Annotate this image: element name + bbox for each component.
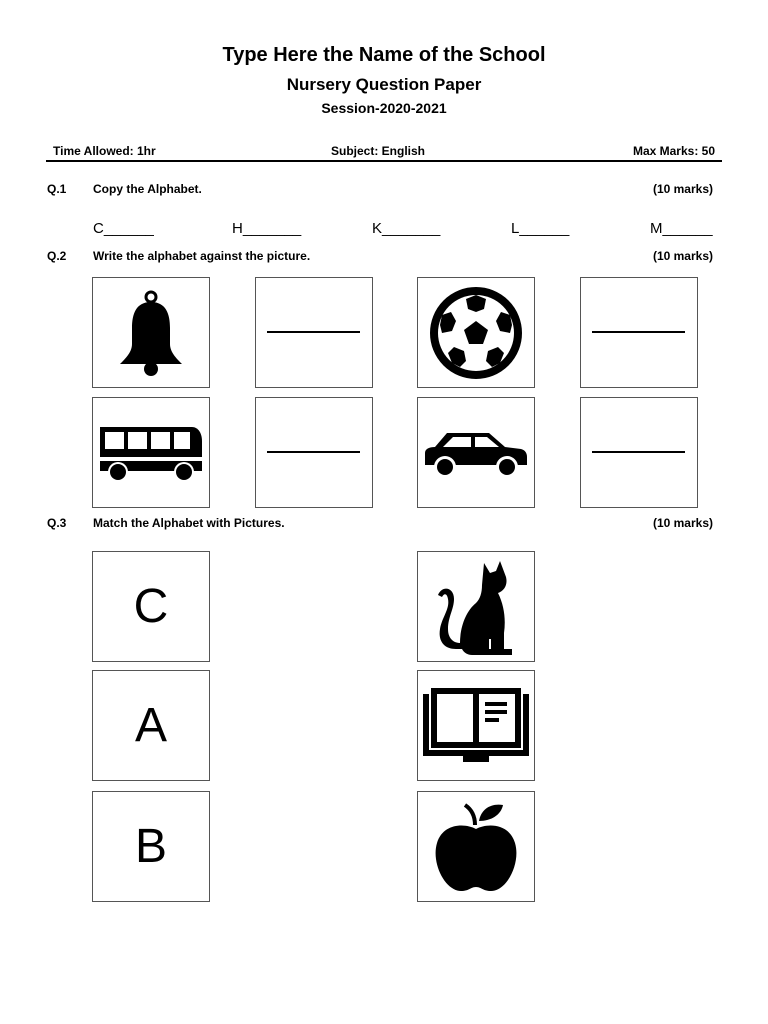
football-icon	[428, 285, 524, 381]
q3-text: Match the Alphabet with Pictures.	[93, 516, 285, 530]
book-picture-box[interactable]	[417, 670, 535, 781]
football-picture-box	[417, 277, 535, 388]
q1-blank-k[interactable]: K_______	[372, 220, 441, 237]
q1-blank-c[interactable]: C______	[93, 220, 154, 237]
q1-text: Copy the Alphabet.	[93, 182, 202, 196]
book-icon	[421, 686, 531, 766]
answer-line	[267, 451, 360, 453]
q3-marks: (10 marks)	[652, 516, 713, 530]
answer-box-4[interactable]	[580, 397, 698, 508]
answer-line	[592, 451, 685, 453]
bus-icon	[96, 423, 206, 483]
letter-box-c[interactable]	[92, 551, 210, 662]
bus-picture-box	[92, 397, 210, 508]
paper-title: Nursery Question Paper	[286, 75, 482, 94]
letter-box-b[interactable]	[92, 791, 210, 902]
letter-a: A	[134, 699, 167, 752]
answer-line	[592, 331, 685, 333]
q1-number: Q.1	[47, 182, 67, 196]
q3-number: Q.3	[47, 516, 67, 530]
bell-icon	[106, 288, 196, 378]
q1-marks: (10 marks)	[652, 182, 713, 196]
answer-box-3[interactable]	[255, 397, 373, 508]
q1-blank-l[interactable]: L______	[511, 220, 570, 237]
car-icon	[421, 425, 531, 481]
letter-c: C	[133, 580, 169, 633]
cat-icon	[434, 557, 518, 657]
school-name: Type Here the Name of the School	[222, 44, 546, 66]
subject: Subject: English	[331, 144, 426, 158]
time-allowed: Time Allowed: 1hr	[53, 144, 156, 158]
q1-blank-m[interactable]: M______	[650, 220, 713, 237]
answer-box-1[interactable]	[255, 277, 373, 388]
apple-icon	[431, 799, 521, 895]
car-picture-box	[417, 397, 535, 508]
max-marks: Max Marks: 50	[632, 144, 715, 158]
letter-box-a[interactable]	[92, 670, 210, 781]
answer-box-2[interactable]	[580, 277, 698, 388]
apple-picture-box[interactable]	[417, 791, 535, 902]
q1-blank-h[interactable]: H_______	[232, 220, 302, 237]
cat-picture-box[interactable]	[417, 551, 535, 662]
session: Session-2020-2021	[321, 100, 447, 116]
q2-text: Write the alphabet against the picture.	[93, 249, 311, 263]
header-divider	[46, 160, 722, 162]
q2-number: Q.2	[47, 249, 67, 263]
q2-marks: (10 marks)	[652, 249, 713, 263]
answer-line	[267, 331, 360, 333]
bell-picture-box	[92, 277, 210, 388]
letter-b: B	[134, 820, 167, 873]
